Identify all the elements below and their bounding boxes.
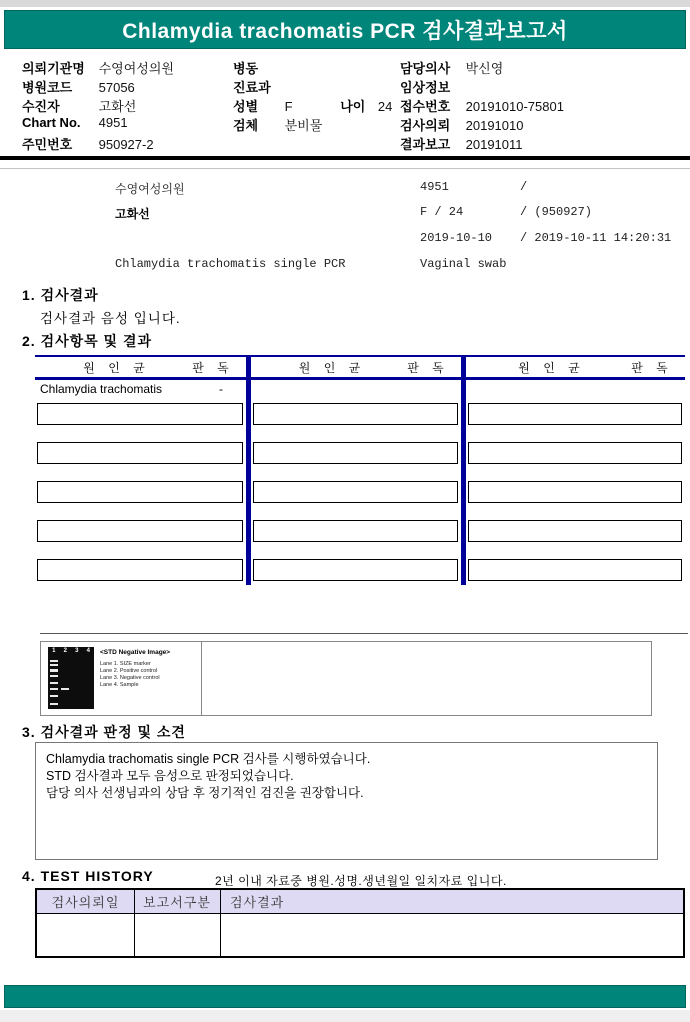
field-value: 박신영 <box>465 61 504 76</box>
field-receipt-no <box>400 96 564 115</box>
pathogen-table-group-1 <box>35 355 246 585</box>
header-divider-thin-line <box>0 168 690 169</box>
test-history-table <box>35 888 685 958</box>
summary-report-datetime: / 2019-10-11 14:20:31 <box>520 231 672 245</box>
comment-line: STD 검사결과 모두 음성으로 판정되었습니다. <box>46 769 294 783</box>
summary-sex-age: F / 24 <box>420 205 464 219</box>
field-value: 20191010-75801 <box>465 99 564 114</box>
column-header-pathogen: 원 인 균 <box>518 360 585 375</box>
summary-hospital: 수영여성의원 <box>115 183 185 197</box>
empty-result-box <box>37 520 243 542</box>
gel-legend-line: Lane 1. SIZE marker <box>100 661 151 667</box>
lane-number: 3 <box>75 648 79 654</box>
field-value: 수영여성의원 <box>98 61 174 76</box>
field-value: 4951 <box>98 115 128 130</box>
gel-band <box>50 688 58 690</box>
empty-result-box <box>253 520 458 542</box>
gel-band <box>50 664 58 666</box>
field-label: 주민번호 <box>22 137 73 152</box>
summary-birth: / (950927) <box>520 205 593 219</box>
column-header-request-date: 검사의뢰일 <box>51 895 120 910</box>
table-column-line <box>134 890 135 956</box>
report-title: Chlamydia trachomatis PCR 검사결과보고서 <box>122 19 568 43</box>
field-value: 20191010 <box>465 118 524 133</box>
report-title-bar <box>4 10 686 49</box>
gel-legend-line: Lane 4. Sample <box>100 682 139 688</box>
field-label: 진료과 <box>233 80 271 95</box>
bottom-edge-strip <box>0 1010 690 1022</box>
column-header-pathogen: 원 인 균 <box>298 360 366 375</box>
comment-line: Chlamydia trachomatis single PCR 검사를 시행하였습니다. <box>46 752 371 766</box>
pathogen-table <box>35 355 685 585</box>
field-value: 분비물 <box>284 118 323 133</box>
comment-line: 담당 의사 선생님과의 상담 후 정기적인 검진을 권장합니다. <box>46 786 364 800</box>
column-header-pathogen: 원 인 균 <box>83 360 150 375</box>
gel-panel-divider <box>201 642 202 715</box>
field-label: 임상정보 <box>400 80 451 95</box>
field-doctor <box>400 58 503 77</box>
lane-number: 2 <box>63 648 67 654</box>
field-patient <box>22 96 136 115</box>
summary-slash: / <box>520 180 528 194</box>
table-row <box>35 380 246 398</box>
pathogen-table-group-3 <box>466 355 685 585</box>
empty-result-box <box>468 559 682 581</box>
field-value: 20191011 <box>465 137 523 152</box>
pathogen-reading: - <box>219 382 223 396</box>
empty-result-box <box>468 520 682 542</box>
field-report-date <box>400 134 523 153</box>
field-request-date <box>400 115 523 134</box>
field-sex-age <box>233 96 392 115</box>
gel-caption: <STD Negative Image> <box>100 649 171 656</box>
empty-result-box <box>468 403 682 425</box>
field-label: 결과보고 <box>400 137 451 152</box>
summary-specimen: Vaginal swab <box>420 257 507 271</box>
empty-result-box <box>37 403 243 425</box>
empty-result-box <box>37 442 243 464</box>
field-label: 의뢰기관명 <box>22 61 85 76</box>
empty-result-box <box>468 481 682 503</box>
lane-number: 1 <box>52 648 56 654</box>
field-resident-id <box>22 134 154 153</box>
summary-request-date: 2019-10-10 <box>420 231 493 245</box>
gel-image-panel <box>40 641 652 716</box>
pathogen-name: Chlamydia trachomatis <box>40 382 163 396</box>
field-label: 병동 <box>233 61 259 76</box>
field-ward <box>233 58 281 77</box>
field-specimen <box>233 115 322 134</box>
gel-legend-line: Lane 3. Negative control <box>100 675 160 681</box>
empty-result-box <box>468 442 682 464</box>
field-value: F <box>284 99 293 114</box>
gel-band <box>50 675 58 677</box>
gel-band <box>50 703 58 705</box>
column-header-report-type: 보고서구분 <box>143 895 211 910</box>
lane-number: 4 <box>86 648 90 654</box>
header-divider-rule <box>0 156 690 160</box>
field-hospital-code <box>22 77 135 96</box>
top-edge-strip <box>0 0 690 7</box>
column-header-result: 검사결과 <box>230 895 285 910</box>
pathogen-table-header <box>466 355 685 380</box>
empty-result-box <box>37 481 243 503</box>
section4-heading: 4. TEST HISTORY <box>22 868 154 884</box>
field-value: 고화선 <box>98 99 137 114</box>
empty-result-box <box>253 481 458 503</box>
summary-patient-name: 고화선 <box>115 208 150 222</box>
gel-section-top-line <box>40 633 688 634</box>
gel-band <box>50 682 58 684</box>
field-label: Chart No. <box>22 115 81 130</box>
field-department <box>233 77 281 96</box>
gel-band <box>50 695 58 697</box>
section2-heading: 2. 검사항목 및 결과 <box>22 333 153 349</box>
gel-lane-numbers <box>48 647 94 654</box>
empty-result-box <box>253 559 458 581</box>
column-header-reading: 판 독 <box>192 360 234 375</box>
section3-heading: 3. 검사결과 판정 및 소견 <box>22 724 186 740</box>
summary-test-name: Chlamydia trachomatis single PCR <box>115 257 346 271</box>
field-label: 검체 <box>233 118 259 133</box>
field-label: 나이 <box>340 99 366 114</box>
field-value: 24 <box>377 99 393 114</box>
field-label: 접수번호 <box>400 99 451 114</box>
gel-legend-line: Lane 2. Positive control <box>100 668 158 674</box>
field-label: 병원코드 <box>22 80 73 95</box>
section1-result-text: 검사결과 음성 입니다. <box>40 311 181 326</box>
gel-band <box>50 660 58 662</box>
empty-result-box <box>253 442 458 464</box>
section1-heading: 1. 검사결과 <box>22 287 99 303</box>
table-column-line <box>220 890 221 956</box>
field-requesting-institution <box>22 58 174 77</box>
pathogen-table-group-2 <box>251 355 461 585</box>
gel-band-sample <box>61 688 69 690</box>
empty-result-box <box>37 559 243 581</box>
comment-box <box>35 742 658 860</box>
field-value: 950927-2 <box>98 137 154 152</box>
gel-legend <box>100 649 198 689</box>
pathogen-table-header <box>251 355 461 380</box>
report-footer-bar <box>4 985 686 1008</box>
field-label: 수진자 <box>22 99 60 114</box>
gel-band <box>50 669 58 672</box>
empty-result-box <box>253 403 458 425</box>
column-header-reading: 판 독 <box>631 360 673 375</box>
gel-electrophoresis-image <box>48 647 94 709</box>
section4-note: 2년 이내 자료중 병원.성명.생년월일 일치자료 입니다. <box>215 874 507 888</box>
column-header-reading: 판 독 <box>407 360 449 375</box>
field-value: 57056 <box>98 80 135 95</box>
summary-chart-no: 4951 <box>420 180 449 194</box>
field-label: 담당의사 <box>400 61 451 76</box>
field-label: 성별 <box>233 99 259 114</box>
field-chart-no <box>22 115 128 130</box>
pathogen-table-header <box>35 355 246 380</box>
field-clinical-info <box>400 77 462 96</box>
field-label: 검사의뢰 <box>400 118 451 133</box>
